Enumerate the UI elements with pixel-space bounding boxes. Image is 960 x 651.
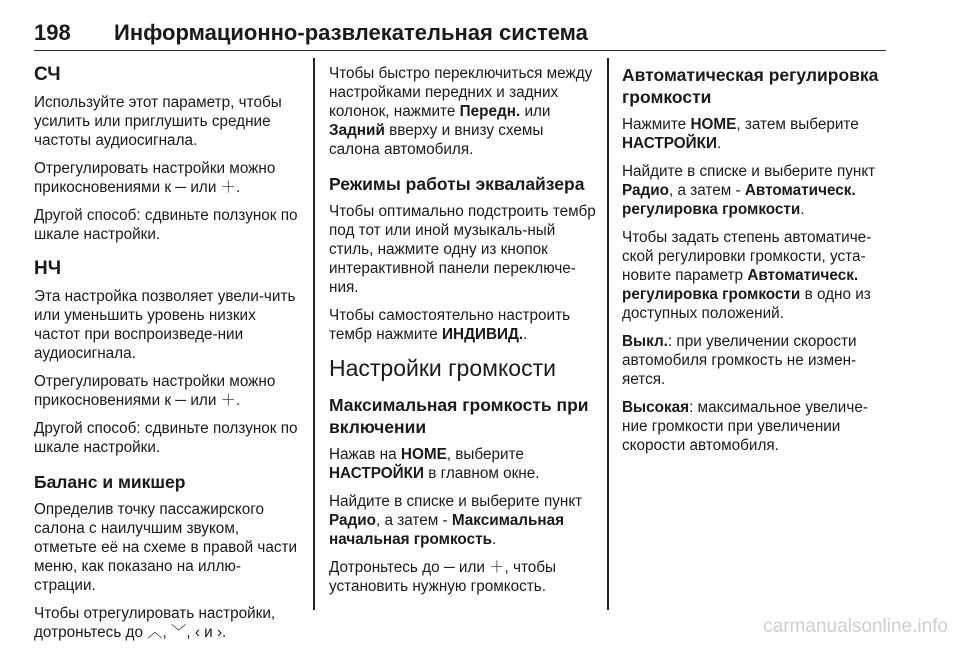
text: , выберите [446, 446, 524, 463]
term-max-start-volume: Максимальная начальная громкость [329, 512, 565, 548]
paragraph: Другой способ: сдвиньте ползунок по шкале настройки. [34, 207, 298, 243]
term-auto-volume: Автоматическ. регулировка громкости [622, 267, 859, 303]
text: . [716, 135, 722, 152]
text: Нажав на [329, 446, 401, 463]
text: Чтобы самостоятельно настроить тембр нажмите [329, 307, 571, 343]
paragraph [329, 64, 597, 159]
heading-balance: Баланс и микшер [34, 472, 186, 492]
column-left [34, 64, 300, 651]
text: , затем выберите [736, 116, 859, 133]
paragraph [622, 332, 890, 389]
paragraph: Определив точку пассажирского салона с наилучшим звуком, отметьте её на схеме в правой части меню, как показано на иллю-страции. [34, 501, 298, 594]
paragraph [329, 492, 597, 549]
term-off: Выкл. [622, 333, 668, 350]
text: , а затем - [375, 512, 452, 529]
paragraph: Чтобы оптимально подстроить тембр под тот или иной музыкаль-ный стиль, нажмите одну из кнопок интерактивной панели переключе-ния. [329, 203, 596, 296]
column-divider [313, 58, 315, 610]
term-front: Передн. [459, 103, 521, 120]
heading-equalizer: Режимы работы эквалайзера [329, 174, 585, 194]
heading-low: НЧ [34, 258, 62, 279]
paragraph: Дотроньтесь до ─ или ＋, чтобы установить нужную громкость. [329, 559, 557, 595]
paragraph: Эта настройка позволяет увели-чить или уменьшить уровень низких частот при воспроизведе-нии аудиосигнала. [34, 288, 296, 362]
column-right [622, 64, 890, 464]
text: в одно из доступных положений. [622, 286, 871, 322]
paragraph [329, 445, 597, 483]
paragraph [622, 115, 890, 153]
heading-max-volume: Максимальная громкость при включении [329, 395, 589, 437]
text: Чтобы задать степень автоматиче-ской регулировки громкости, уста-новите параметр [622, 229, 872, 284]
paragraph [622, 228, 890, 323]
heading-mid: СЧ [34, 64, 61, 85]
paragraph: Отрегулировать настройки можно прикосновениями к ─ или ＋. [34, 160, 276, 196]
text: Найдите в списке и выберите пункт [622, 163, 876, 180]
text: в главном окне. [423, 465, 540, 482]
term-radio: Радио [622, 182, 669, 199]
paragraph [329, 306, 597, 344]
page-number: 198 [34, 20, 71, 45]
watermark: carmanualsonline.info [763, 616, 948, 637]
text: , а затем - [668, 182, 745, 199]
text: или [520, 103, 551, 120]
page-header [34, 18, 886, 51]
paragraph: Используйте этот параметр, чтобы усилить или приглушить средние частоты аудиосигнала. [34, 94, 282, 149]
text: : максимальное увеличе-ние громкости при увеличении скорости автомобиля. [622, 399, 868, 454]
text: Чтобы быстро переключиться между настройками передних и задних колонок, нажмите [329, 65, 593, 120]
paragraph: Другой способ: сдвиньте ползунок по шкале настройки. [34, 420, 298, 456]
term-home: HOME [690, 116, 737, 133]
column-middle [329, 64, 597, 605]
term-radio: Радио [329, 512, 376, 529]
text: . [491, 531, 497, 548]
section-title-volume: Настройки громкости [329, 355, 556, 381]
heading-auto-volume: Автоматическая регулировка громкости [622, 65, 879, 107]
paragraph: Чтобы отрегулировать настройки, дотроньтесь до ︿, ﹀, ‹ и ›. [34, 605, 276, 641]
text: . [523, 326, 528, 343]
term-rear: Задний [329, 122, 385, 139]
term-auto-volume: Автоматическ. регулировка громкости [622, 182, 856, 218]
text: : при увеличении скорости автомобиля громкость не измен-яется. [622, 333, 857, 388]
text: Найдите в списке и выберите пункт [329, 493, 583, 510]
column-divider [607, 58, 609, 610]
term-settings: НАСТРОЙКИ [622, 135, 717, 152]
term-settings: НАСТРОЙКИ [329, 465, 424, 482]
text: вверху и внизу схемы салона автомобиля. [329, 122, 544, 158]
term-home: HOME [400, 446, 447, 463]
text: . [800, 201, 805, 218]
text: Нажмите [622, 116, 691, 133]
term-custom: ИНДИВИД. [442, 326, 524, 343]
term-high: Высокая [622, 399, 690, 416]
paragraph: Отрегулировать настройки можно прикосновениями к ─ или ＋. [34, 373, 276, 409]
paragraph [622, 398, 890, 455]
paragraph [622, 162, 890, 219]
page-title: Информационно-развлекательная система [114, 20, 588, 45]
